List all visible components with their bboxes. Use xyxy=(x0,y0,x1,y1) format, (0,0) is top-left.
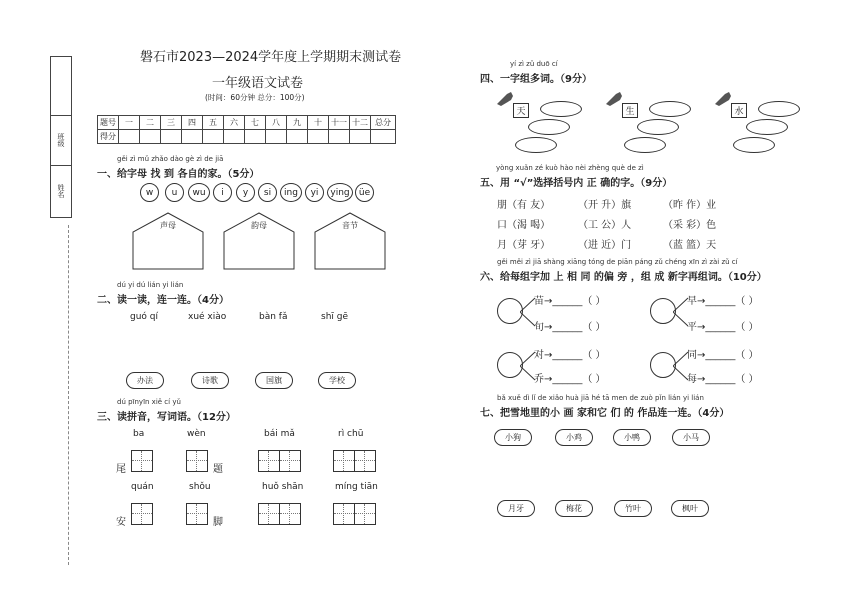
score-input[interactable] xyxy=(182,130,203,144)
score-table-header-row xyxy=(98,116,396,130)
house-label: 韵母 xyxy=(251,221,267,230)
q3-row1-pinyin: wèn xyxy=(187,429,206,439)
letter-circle: ing xyxy=(280,183,302,202)
q6-item[interactable]: 同→______（ ） xyxy=(687,350,759,361)
binding-name-label: 姓名 xyxy=(57,184,65,198)
q2-word-cloud[interactable]: 诗歌 xyxy=(191,372,229,389)
score-input[interactable] xyxy=(119,130,140,144)
tianzige-box[interactable] xyxy=(354,503,376,525)
q2-word-cloud[interactable]: 学校 xyxy=(318,372,356,389)
letter-circle: wu xyxy=(188,183,210,202)
tianzige-box[interactable] xyxy=(333,450,355,472)
score-input[interactable] xyxy=(350,130,371,144)
q6-item[interactable]: 平→______（ ） xyxy=(687,322,759,333)
tianzige-box[interactable] xyxy=(354,450,376,472)
exam-time-info: (时间：60分钟 总分：100分) xyxy=(205,93,305,102)
q7-work-cloud[interactable]: 梅花 xyxy=(555,500,593,517)
q7-work-cloud[interactable]: 竹叶 xyxy=(614,500,652,517)
q4-char-box: 水 xyxy=(731,103,747,118)
q4-answer-oval[interactable] xyxy=(733,137,775,153)
q2-title: 二、读一读，连一连。（4分） xyxy=(97,295,229,306)
q5-title: 五、用 “√”选择括号内 正 确的字。（9分） xyxy=(480,178,673,189)
tianzige-box[interactable] xyxy=(258,450,280,472)
q4-pinyin: yí zì zǔ duō cí xyxy=(510,60,558,68)
q5-item[interactable]: 口（渴 喝） xyxy=(497,220,551,231)
q6-item[interactable]: 旬→______（ ） xyxy=(534,322,606,333)
score-input[interactable] xyxy=(287,130,308,144)
house-label: 音节 xyxy=(342,221,358,230)
score-cell: 三 xyxy=(161,116,182,130)
q5-item[interactable]: 朋（有 友） xyxy=(497,200,551,211)
q3-title: 三、读拼音，写词语。（12分） xyxy=(97,412,236,423)
q4-answer-oval[interactable] xyxy=(746,119,788,135)
q7-animal-cloud[interactable]: 小鸡 xyxy=(555,429,593,446)
q2-pinyin-word: xué xiào xyxy=(188,312,227,322)
score-cell: 四 xyxy=(182,116,203,130)
q7-title: 七、把雪地里的小 画 家和它 们 的 作品连一连。（4分） xyxy=(480,408,730,419)
q3-given-char: 尾 xyxy=(116,464,126,475)
q6-pinyin: gěi měi zì jiā shàng xiāng tóng de piān páng zǔ chéng xīn zì zài zǔ cí xyxy=(497,258,738,266)
q5-item[interactable]: （蓝 篮）天 xyxy=(663,240,717,251)
q3-row2-pinyin: quán xyxy=(131,482,154,492)
letter-circle: y xyxy=(236,183,255,202)
binding-blank xyxy=(51,57,71,116)
q7-animal-cloud[interactable]: 小马 xyxy=(672,429,710,446)
q7-work-cloud[interactable]: 月牙 xyxy=(497,500,535,517)
score-cell: 十一 xyxy=(329,116,350,130)
q6-item[interactable]: 每→______（ ） xyxy=(687,374,759,385)
q3-pinyin: dú pīnyīn xiě cí yǔ xyxy=(117,398,181,406)
score-cell: 十二 xyxy=(350,116,371,130)
cut-line xyxy=(68,225,69,565)
q2-word-cloud[interactable]: 国旗 xyxy=(255,372,293,389)
q4-answer-oval[interactable] xyxy=(540,101,582,117)
tianzige-box[interactable] xyxy=(186,450,208,472)
q3-row2-pinyin: huǒ shān xyxy=(262,482,304,492)
tianzige-box[interactable] xyxy=(131,450,153,472)
q4-answer-oval[interactable] xyxy=(528,119,570,135)
q4-answer-oval[interactable] xyxy=(637,119,679,135)
q2-pinyin-word: shī gē xyxy=(321,312,349,322)
binding-class-label: 班级 xyxy=(51,115,71,166)
q6-title: 六、给每组字加 上 相 同 的偏 旁 ，组 成 新字再组词。（10分） xyxy=(480,272,767,283)
score-cell: 六 xyxy=(224,116,245,130)
letter-circle: yi xyxy=(305,183,324,202)
exam-subtitle: 一年级语文试卷 xyxy=(212,76,304,91)
wrench-icon xyxy=(495,90,515,108)
house-yunmu[interactable] xyxy=(223,212,295,270)
q1-title: 一、给字母 找 到 各自的家。（5分） xyxy=(97,169,260,180)
q3-row1-pinyin: rì chū xyxy=(338,429,364,439)
q4-answer-oval[interactable] xyxy=(649,101,691,117)
score-input[interactable] xyxy=(308,130,329,144)
q4-answer-oval[interactable] xyxy=(758,101,800,117)
q3-given-char: 题 xyxy=(213,464,223,475)
tianzige-box[interactable] xyxy=(186,503,208,525)
letter-circle: w xyxy=(140,183,159,202)
q7-work-cloud[interactable]: 枫叶 xyxy=(671,500,709,517)
q7-animal-cloud[interactable]: 小鸭 xyxy=(613,429,651,446)
score-cell: 得分 xyxy=(98,130,119,144)
q7-animal-cloud[interactable]: 小狗 xyxy=(494,429,532,446)
letter-circle: ying xyxy=(327,183,353,202)
q3-row1-pinyin: ba xyxy=(133,429,145,439)
wrench-icon xyxy=(604,90,624,108)
q5-item[interactable]: 月（芽 牙） xyxy=(497,240,551,251)
house-shengmu[interactable] xyxy=(132,212,204,270)
score-cell: 十 xyxy=(308,116,329,130)
q2-word-cloud[interactable]: 办法 xyxy=(126,372,164,389)
tianzige-box[interactable] xyxy=(279,450,301,472)
score-input[interactable] xyxy=(161,130,182,144)
q5-item[interactable]: （工 公）人 xyxy=(578,220,632,231)
score-input[interactable] xyxy=(371,130,396,144)
letter-circle: üe xyxy=(355,183,374,202)
score-cell: 八 xyxy=(266,116,287,130)
score-cell: 二 xyxy=(140,116,161,130)
score-cell: 一 xyxy=(119,116,140,130)
house-label: 声母 xyxy=(160,221,176,230)
q6-item[interactable]: 早→______（ ） xyxy=(687,296,759,307)
q3-row1-pinyin: bái mǎ xyxy=(264,429,295,439)
q2-pinyin-word: guó qí xyxy=(130,312,158,322)
q4-answer-oval[interactable] xyxy=(624,137,666,153)
score-input[interactable] xyxy=(224,130,245,144)
score-cell: 题号 xyxy=(98,116,119,130)
q4-char-box: 天 xyxy=(513,103,529,118)
q5-item[interactable]: （昨 作）业 xyxy=(663,200,717,211)
letter-circle: si xyxy=(258,183,277,202)
q1-pinyin: gěi zì mǔ zhǎo dào gè zì de jiā xyxy=(117,155,224,163)
q4-char-box: 生 xyxy=(622,103,638,118)
tianzige-box[interactable] xyxy=(131,503,153,525)
binding-strip xyxy=(50,56,72,218)
score-cell: 七 xyxy=(245,116,266,130)
wrench-icon xyxy=(713,90,733,108)
tianzige-box[interactable] xyxy=(333,503,355,525)
q3-row2-pinyin: míng tiān xyxy=(335,482,378,492)
score-table xyxy=(97,115,396,144)
score-cell: 五 xyxy=(203,116,224,130)
q5-item[interactable]: （开 升）旗 xyxy=(578,200,632,211)
exam-title: 磐石市2023—2024学年度上学期期末测试卷 xyxy=(140,50,402,65)
q5-pinyin: yòng xuǎn zé kuò hào nèi zhèng què de zì xyxy=(496,164,644,172)
q3-given-char: 脚 xyxy=(213,517,223,528)
score-cell: 总分 xyxy=(371,116,396,130)
q6-item[interactable]: 对→______（ ） xyxy=(534,350,606,361)
q5-item[interactable]: （进 近）门 xyxy=(578,240,632,251)
q2-pinyin: dú yi dú lián yi lián xyxy=(117,281,184,289)
q2-pinyin-word: bàn fǎ xyxy=(259,312,288,322)
letter-circle: u xyxy=(165,183,184,202)
q5-item[interactable]: （采 彩）色 xyxy=(663,220,717,231)
q7-pinyin: bǎ xuě dì lǐ de xiǎo huà jiā hé tā men de zuò pǐn lián yi lián xyxy=(497,394,704,402)
q6-item[interactable]: 苗→______（ ） xyxy=(534,296,606,307)
house-yinjie[interactable] xyxy=(314,212,386,270)
score-table-score-row xyxy=(98,130,396,144)
tianzige-box[interactable] xyxy=(279,503,301,525)
q4-title: 四、一字组多词。（9分） xyxy=(480,74,592,85)
q3-row2-pinyin: shǒu xyxy=(189,482,211,492)
tianzige-box[interactable] xyxy=(258,503,280,525)
q3-given-char: 安 xyxy=(116,517,126,528)
score-input[interactable] xyxy=(245,130,266,144)
score-cell: 九 xyxy=(287,116,308,130)
score-input[interactable] xyxy=(329,130,350,144)
q4-answer-oval[interactable] xyxy=(515,137,557,153)
score-input[interactable] xyxy=(266,130,287,144)
score-input[interactable] xyxy=(140,130,161,144)
q6-item[interactable]: 乔→______（ ） xyxy=(534,374,606,385)
score-input[interactable] xyxy=(203,130,224,144)
letter-circle: i xyxy=(213,183,232,202)
